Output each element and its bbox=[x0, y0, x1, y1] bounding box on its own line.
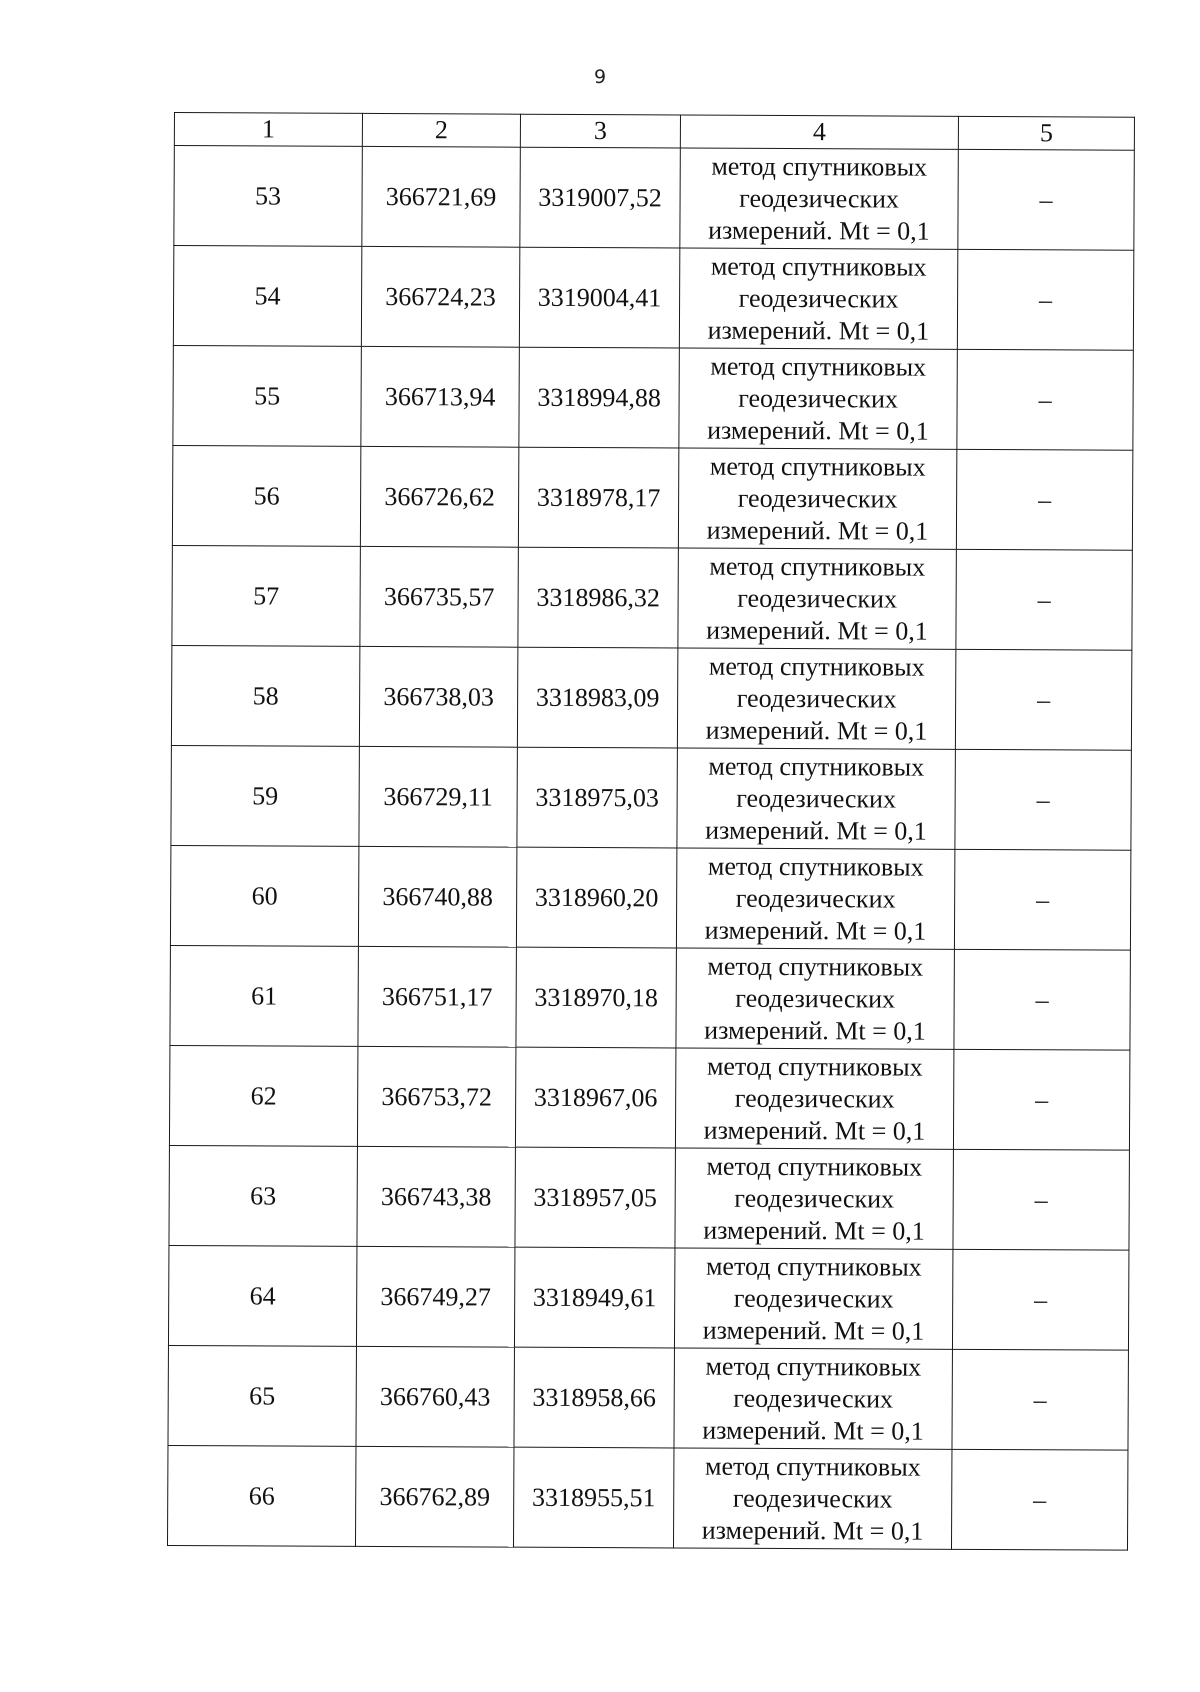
method-line: метод спутниковых bbox=[705, 1251, 922, 1282]
method-line: измерений. Mt = 0,1 bbox=[703, 1115, 926, 1146]
method-line: измерений. Mt = 0,1 bbox=[701, 1515, 924, 1546]
method-cell bbox=[675, 1048, 953, 1149]
y-coordinate-cell: 3318960,20 bbox=[516, 847, 676, 948]
note-cell: – bbox=[955, 649, 1131, 750]
method-cell bbox=[673, 1448, 951, 1549]
method-line: измерений. Mt = 0,1 bbox=[702, 1315, 925, 1346]
method-line: измерений. Mt = 0,1 bbox=[703, 1215, 925, 1246]
method-line: геодезических bbox=[737, 483, 898, 514]
method-line: геодезических bbox=[735, 983, 896, 1014]
table-row bbox=[173, 345, 1133, 450]
method-cell bbox=[679, 348, 957, 449]
method-line: геодезических bbox=[738, 283, 899, 314]
y-coordinate-cell: 3318978,17 bbox=[518, 447, 678, 548]
note-cell: – bbox=[952, 1349, 1128, 1450]
y-coordinate-cell: 3318983,09 bbox=[517, 647, 677, 748]
x-coordinate-cell: 366729,11 bbox=[359, 746, 517, 847]
method-line: метод спутниковых bbox=[710, 251, 927, 282]
y-coordinate-cell: 3318955,51 bbox=[513, 1447, 673, 1548]
table-row bbox=[172, 545, 1132, 650]
point-number-cell: 63 bbox=[169, 1145, 357, 1246]
x-coordinate-cell: 366740,88 bbox=[358, 846, 516, 947]
method-cell bbox=[676, 948, 954, 1049]
y-coordinate-cell: 3319004,41 bbox=[519, 247, 679, 348]
y-coordinate-cell: 3318958,66 bbox=[514, 1347, 674, 1448]
method-line: измерений. Mt = 0,1 bbox=[704, 915, 927, 946]
point-number-cell: 62 bbox=[169, 1045, 357, 1146]
method-cell bbox=[674, 1248, 952, 1349]
note-cell: – bbox=[957, 249, 1133, 350]
page-number: 9 bbox=[593, 66, 607, 88]
note-cell: – bbox=[955, 749, 1131, 850]
method-cell bbox=[677, 748, 955, 849]
method-line: метод спутниковых bbox=[706, 1151, 923, 1182]
y-coordinate-cell: 3318970,18 bbox=[516, 947, 676, 1048]
x-coordinate-cell: 366724,23 bbox=[361, 246, 519, 347]
method-cell bbox=[677, 648, 955, 749]
note-cell: – bbox=[953, 1149, 1129, 1250]
method-line: измерений. Mt = 0,1 bbox=[705, 815, 927, 846]
point-number-cell: 64 bbox=[168, 1245, 356, 1346]
method-cell bbox=[678, 448, 956, 549]
point-number-cell: 58 bbox=[171, 645, 359, 746]
note-cell: – bbox=[954, 849, 1130, 950]
note-cell: – bbox=[958, 149, 1134, 250]
method-line: геодезических bbox=[738, 383, 899, 414]
header-col-2: 2 bbox=[362, 113, 520, 147]
method-line: геодезических bbox=[735, 883, 896, 914]
point-number-cell: 66 bbox=[167, 1445, 355, 1546]
method-line: измерений. Mt = 0,1 bbox=[705, 715, 928, 746]
x-coordinate-cell: 366743,38 bbox=[357, 1146, 515, 1247]
method-line: геодезических bbox=[736, 683, 897, 714]
note-cell: – bbox=[957, 349, 1133, 450]
table-row bbox=[169, 1145, 1129, 1250]
x-coordinate-cell: 366753,72 bbox=[357, 1046, 515, 1147]
table-row bbox=[174, 146, 1134, 251]
x-coordinate-cell: 366749,27 bbox=[356, 1246, 514, 1347]
table-row bbox=[168, 1345, 1128, 1450]
method-line: метод спутниковых bbox=[709, 451, 926, 482]
method-line: геодезических bbox=[733, 1383, 894, 1414]
method-line: метод спутниковых bbox=[705, 1351, 922, 1382]
method-line: метод спутниковых bbox=[704, 1451, 921, 1482]
method-line: метод спутниковых bbox=[708, 751, 925, 782]
note-cell: – bbox=[956, 449, 1132, 550]
method-cell bbox=[674, 1348, 952, 1449]
note-cell: – bbox=[954, 949, 1130, 1050]
method-line: геодезических bbox=[733, 1283, 894, 1314]
y-coordinate-cell: 3319007,52 bbox=[520, 147, 680, 248]
header-row bbox=[174, 113, 1134, 151]
y-coordinate-cell: 3318986,32 bbox=[518, 547, 678, 648]
table-row bbox=[172, 445, 1132, 550]
method-line: геодезических bbox=[734, 1183, 895, 1214]
note-cell: – bbox=[953, 1049, 1129, 1150]
point-number-cell: 59 bbox=[171, 745, 359, 846]
header-col-4: 4 bbox=[680, 115, 958, 149]
method-line: геодезических bbox=[732, 1483, 893, 1514]
table-row bbox=[171, 745, 1131, 850]
y-coordinate-cell: 3318967,06 bbox=[515, 1047, 675, 1148]
table-body bbox=[167, 146, 1134, 1551]
table-header bbox=[174, 113, 1134, 151]
table-row bbox=[170, 845, 1130, 950]
method-cell bbox=[680, 148, 958, 249]
note-cell: – bbox=[952, 1249, 1128, 1350]
point-number-cell: 65 bbox=[168, 1345, 356, 1446]
x-coordinate-cell: 366713,94 bbox=[361, 346, 519, 447]
x-coordinate-cell: 366738,03 bbox=[359, 646, 517, 747]
point-number-cell: 56 bbox=[172, 445, 360, 546]
method-line: метод спутниковых bbox=[706, 1051, 923, 1082]
x-coordinate-cell: 366735,57 bbox=[360, 546, 518, 647]
point-number-cell: 57 bbox=[172, 545, 360, 646]
method-line: геодезических bbox=[734, 1083, 895, 1114]
method-line: измерений. Mt = 0,1 bbox=[707, 315, 930, 346]
method-line: измерений. Mt = 0,1 bbox=[707, 415, 929, 446]
y-coordinate-cell: 3318957,05 bbox=[515, 1147, 675, 1248]
point-number-cell: 60 bbox=[170, 845, 358, 946]
method-cell bbox=[679, 248, 957, 349]
method-line: метод спутниковых bbox=[708, 651, 925, 682]
method-line: метод спутниковых bbox=[707, 951, 924, 982]
method-cell bbox=[676, 848, 954, 949]
x-coordinate-cell: 366721,69 bbox=[362, 146, 520, 247]
y-coordinate-cell: 3318994,88 bbox=[519, 347, 679, 448]
method-line: метод спутниковых bbox=[709, 551, 926, 582]
method-cell bbox=[675, 1148, 953, 1249]
point-number-cell: 61 bbox=[170, 945, 358, 1046]
y-coordinate-cell: 3318975,03 bbox=[517, 747, 677, 848]
point-number-cell: 53 bbox=[174, 146, 362, 247]
note-cell: – bbox=[956, 549, 1132, 650]
y-coordinate-cell: 3318949,61 bbox=[514, 1247, 674, 1348]
x-coordinate-cell: 366726,62 bbox=[360, 446, 518, 547]
table-row bbox=[169, 1045, 1129, 1150]
method-line: метод спутниковых bbox=[711, 151, 928, 182]
method-line: геодезических bbox=[739, 183, 900, 214]
header-col-5: 5 bbox=[958, 116, 1134, 150]
point-number-cell: 55 bbox=[173, 345, 361, 446]
x-coordinate-cell: 366762,89 bbox=[355, 1446, 513, 1547]
x-coordinate-cell: 366751,17 bbox=[358, 946, 516, 1047]
x-coordinate-cell: 366760,43 bbox=[356, 1346, 514, 1447]
method-line: измерений. Mt = 0,1 bbox=[702, 1415, 924, 1446]
table-row bbox=[173, 246, 1133, 351]
method-cell bbox=[678, 548, 956, 649]
method-line: измерений. Mt = 0,1 bbox=[706, 515, 929, 546]
method-line: геодезических bbox=[737, 583, 898, 614]
coordinates-table bbox=[167, 112, 1135, 1551]
header-col-3: 3 bbox=[520, 114, 680, 148]
header-col-1: 1 bbox=[174, 113, 362, 147]
method-line: измерений. Mt = 0,1 bbox=[708, 215, 930, 246]
method-line: измерений. Mt = 0,1 bbox=[706, 615, 928, 646]
note-cell: – bbox=[951, 1449, 1127, 1550]
point-number-cell: 54 bbox=[173, 246, 361, 347]
method-line: измерений. Mt = 0,1 bbox=[704, 1015, 926, 1046]
table-row bbox=[171, 645, 1131, 750]
method-line: геодезических bbox=[736, 783, 897, 814]
method-line: метод спутниковых bbox=[710, 351, 927, 382]
table-row bbox=[168, 1245, 1128, 1350]
method-line: метод спутниковых bbox=[707, 851, 924, 882]
table-row bbox=[170, 945, 1130, 1050]
table-row bbox=[167, 1445, 1127, 1550]
